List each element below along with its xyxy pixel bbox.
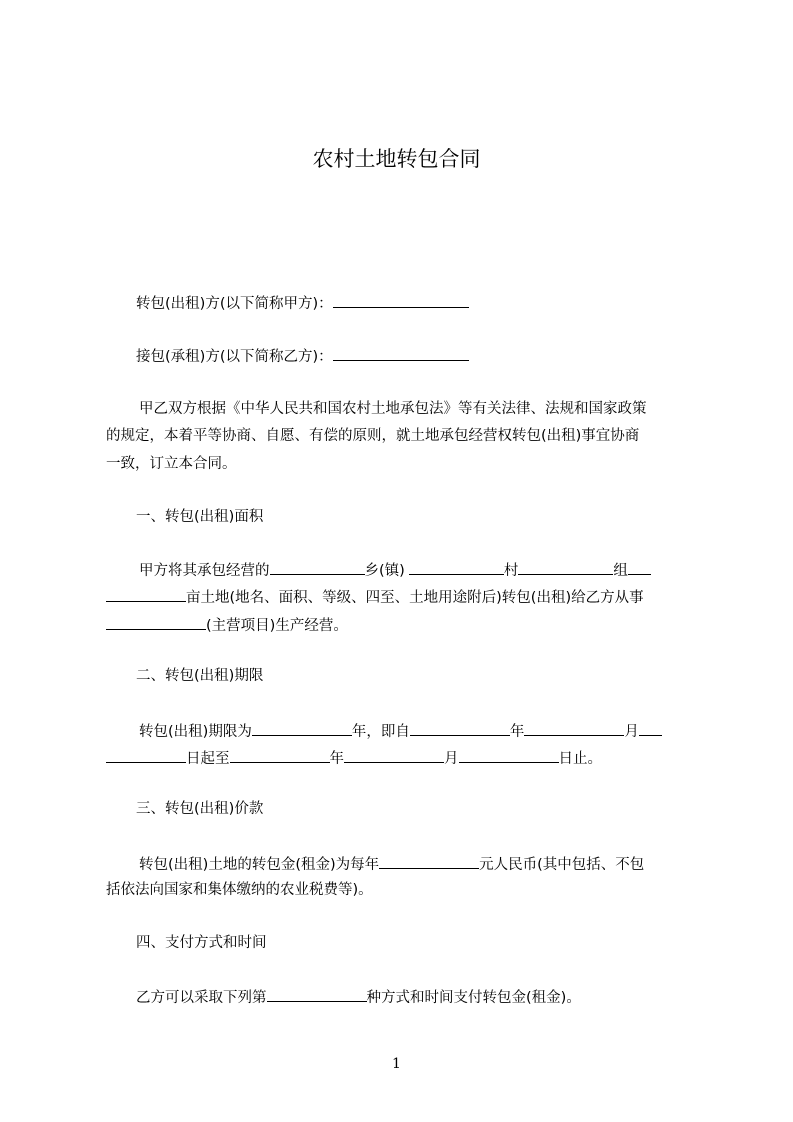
group-blank[interactable] xyxy=(518,559,613,575)
party-b-line xyxy=(136,345,736,367)
main-project-blank[interactable] xyxy=(106,614,206,630)
section-4-heading: 四、支付方式和时间 xyxy=(136,935,267,951)
start-day-blank[interactable] xyxy=(106,747,186,763)
start-year-blank[interactable] xyxy=(410,720,510,736)
section-3-line-2: 括依法向国家和集体缴纳的农业税费等)。 xyxy=(106,882,373,898)
term-years-blank[interactable] xyxy=(252,720,352,736)
section-4-line-1: 乙方可以采取下列第 种方式和时间支付转包金(租金)。 xyxy=(136,986,736,1008)
end-day-blank[interactable] xyxy=(459,747,559,763)
village-blank[interactable] xyxy=(409,559,504,575)
party-a-label: 转包(出租)方(以下简称甲方)： xyxy=(136,296,333,312)
area-blank[interactable] xyxy=(106,586,186,602)
section-2-heading: 二、转包(出租)期限 xyxy=(136,668,264,684)
section-2-line-2: 日起至 年 月 日止。 xyxy=(106,747,706,769)
annual-rent-blank[interactable] xyxy=(379,853,479,869)
party-b-blank[interactable] xyxy=(333,345,469,361)
intro-line-1: 甲乙双方根据《中华人民共和国农村土地承包法》等有关法律、法规和国家政策 xyxy=(139,401,647,417)
payment-method-blank[interactable] xyxy=(267,986,367,1002)
page-number: 1 xyxy=(392,1056,401,1072)
area-blank-start[interactable] xyxy=(628,559,651,575)
end-year-blank[interactable] xyxy=(230,747,330,763)
end-month-blank[interactable] xyxy=(344,747,444,763)
start-month-blank[interactable] xyxy=(524,720,624,736)
start-day-blank-start[interactable] xyxy=(639,720,662,736)
intro-line-2: 的规定，本着平等协商、自愿、有偿的原则，就土地承包经营权转包(出租)事宜协商 xyxy=(106,428,640,444)
township-blank[interactable] xyxy=(270,559,365,575)
document-title: 农村土地转包合同 xyxy=(312,147,481,171)
section-1-heading: 一、转包(出租)面积 xyxy=(136,509,264,525)
section-3-heading: 三、转包(出租)价款 xyxy=(136,801,264,817)
section-3-line-1: 转包(出租)土地的转包金(租金)为每年 元人民币(其中包括、不包 xyxy=(139,853,739,875)
party-a-blank[interactable] xyxy=(333,292,469,308)
section-1-line-3: (主营项目)生产经营。 xyxy=(106,614,706,636)
party-b-label: 接包(承租)方(以下简称乙方)： xyxy=(136,349,333,365)
party-a-line xyxy=(136,292,736,314)
section-1-line-1: 甲方将其承包经营的 乡(镇) 村 组 xyxy=(139,559,739,581)
intro-line-3: 一致，订立本合同。 xyxy=(106,456,237,472)
section-1-line-2: 亩土地(地名、面积、等级、四至、土地用途附后)转包(出租)给乙方从事 xyxy=(106,586,706,608)
section-2-line-1: 转包(出租)期限为 年，即自 年 月 xyxy=(139,720,739,742)
